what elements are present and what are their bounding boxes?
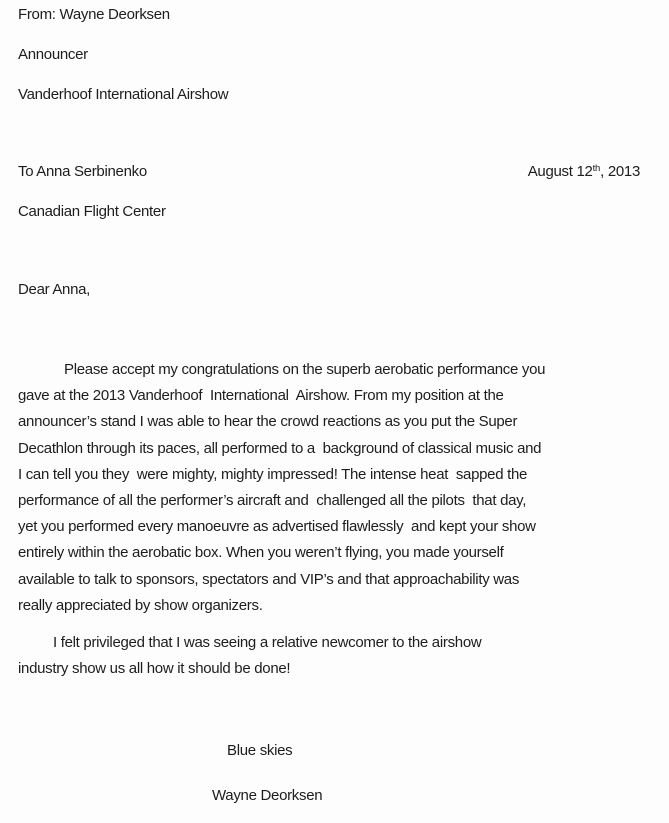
- paragraph-line: I felt privileged that I was seeing a relative newcomer to the airshow: [53, 634, 482, 651]
- recipient-to-line: To Anna Serbinenko: [18, 163, 147, 180]
- paragraph-line: performance of all the performer’s aircraft and challenged all the pilots that day,: [18, 492, 527, 510]
- letter-date: [528, 163, 640, 180]
- paragraph-line: Decathlon through its paces, all performed to a background of classical music and: [18, 439, 542, 457]
- paragraph-line: really appreciated by show organizers.: [18, 596, 263, 614]
- closing-phrase: Blue skies: [227, 742, 293, 759]
- paragraph-line: gave at the 2013 Vanderhoof International Airshow. From my position at the: [18, 387, 504, 405]
- paragraph-line: entirely within the aerobatic box. When you weren’t flying, you made yourself: [18, 544, 504, 562]
- signature-name: Wayne Deorksen: [212, 787, 323, 804]
- paragraph-line: announcer’s stand I was able to hear the crowd reactions as you put the Super: [18, 413, 518, 431]
- paragraph-line: industry show us all how it should be done!: [18, 660, 291, 678]
- paragraph-line: available to talk to sponsors, spectators and VIP’s and that approachability was: [18, 570, 520, 588]
- paragraph-line: yet you performed every manoeuvre as advertised flawlessly and kept your show: [18, 518, 536, 536]
- recipient-organization: Canadian Flight Center: [18, 203, 166, 220]
- sender-organization: Vanderhoof International Airshow: [18, 86, 229, 103]
- paragraph-line: Please accept my congratulations on the superb aerobatic performance you: [64, 361, 546, 378]
- date-year-part: , 2013: [600, 163, 640, 180]
- sender-from-line: From: Wayne Deorksen: [18, 6, 170, 23]
- date-ordinal-superscript: th: [592, 163, 601, 174]
- body-paragraph-2: [18, 630, 663, 682]
- salutation: Dear Anna,: [18, 281, 91, 298]
- date-day-part: August 12: [527, 163, 593, 180]
- sender-role: Announcer: [18, 46, 88, 63]
- paragraph-line: I can tell you they were mighty, mighty impressed! The intense heat sapped the: [18, 465, 528, 483]
- body-paragraph-1: [18, 357, 663, 619]
